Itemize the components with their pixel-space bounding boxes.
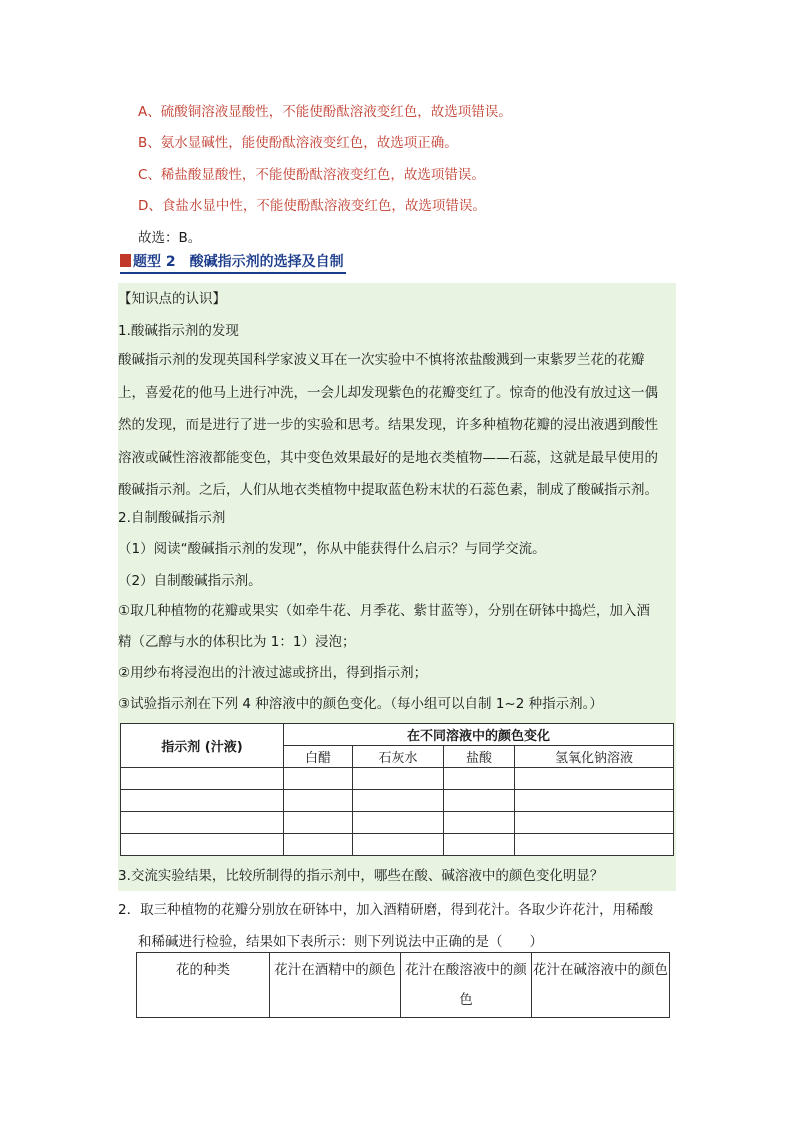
section1-title: 1.酸碱指示剂的发现 [118, 323, 239, 339]
table-header: 花汁在酸溶液中的颜色 [401, 953, 532, 1018]
option-a: A、硫酸铜溶液显酸性，不能使酚酞溶液变红色，故选项错误。 [138, 104, 512, 120]
table-header: 花汁在碱溶液中的颜色 [532, 953, 670, 1018]
section-heading [120, 252, 346, 274]
indicator-table [120, 723, 674, 856]
question-line: 2．取三种植物的花瓣分别放在研钵中，加入酒精研磨，得到花汁。各取少许花汁，用稀酸 [118, 902, 654, 918]
para-line: 酸碱指示剂的发现英国科学家波义耳在一次实验中不慎将浓盐酸溅到一束紫罗兰花的花瓣 [118, 352, 645, 368]
answer-line: 故选：B。 [138, 230, 202, 246]
table-header: 氢氧化钠溶液 [515, 746, 674, 768]
question-line: 和稀碱进行检验，结果如下表所示：则下列说法中正确的是（ ） [138, 934, 543, 950]
table-header: 石灰水 [353, 746, 444, 768]
option-d: D、食盐水显中性，不能使酚酞溶液变红色，故选项错误。 [138, 198, 486, 214]
question-2 [118, 894, 678, 958]
heading-text: 题型 2 酸碱指示剂的选择及自制 [133, 254, 344, 270]
table-header: 花汁在酒精中的颜色 [270, 953, 401, 1018]
table-row [121, 812, 674, 834]
option-b: B、氨水显碱性，能使酚酞溶液变红色，故选项正确。 [138, 135, 458, 151]
step1-line2: 精（乙醇与水的体积比为 1：1）浸泡； [118, 634, 356, 650]
section2-q1: （1）阅读“酸碱指示剂的发现”，你从中能获得什么启示？与同学交流。 [118, 541, 546, 557]
step3: ③试验指示剂在下列 4 种溶液中的颜色变化。（每小组可以自制 1~2 种指示剂。） [118, 696, 603, 712]
table-row [121, 790, 674, 812]
section3: 3.交流实验结果，比较所制得的指示剂中，哪些在酸、碱溶液中的颜色变化明显？ [118, 868, 604, 884]
table-header: 白醋 [284, 746, 353, 768]
section2-title: 2.自制酸碱指示剂 [118, 510, 226, 526]
step1-line1: ①取几种植物的花瓣或果实（如牵牛花、月季花、紫甘蓝等），分别在研钵中捣烂，加入酒 [118, 603, 650, 619]
knowledge-title: 【知识点的认识】 [118, 291, 226, 307]
section1-paragraph [118, 344, 676, 507]
table-header: 指示剂 (汁液) [121, 724, 284, 768]
table-header: 花的种类 [137, 953, 270, 1018]
section2-q2: （2）自制酸碱指示剂。 [118, 573, 262, 589]
red-square-icon [120, 254, 131, 267]
table-header: 盐酸 [444, 746, 515, 768]
table-row [121, 834, 674, 856]
para-line: 然的发现，而是进行了进一步的实验和思考。结果发现，许多种植物花瓣的浸出液遇到酸性 [118, 417, 658, 433]
flower-table [136, 952, 670, 1018]
table-row [121, 768, 674, 790]
para-line: 酸碱指示剂。之后，人们从地衣类植物中提取蓝色粉末状的石蕊色素，制成了酸碱指示剂。 [118, 482, 658, 498]
table-header-group: 在不同溶液中的颜色变化 [284, 724, 674, 746]
para-line: 溶液或碱性溶液都能变色，其中变色效果最好的是地衣类植物——石蕊，这就是最早使用的 [118, 449, 658, 466]
step2: ②用纱布将浸泡出的汁液过滤或挤出，得到指示剂； [118, 665, 428, 681]
para-line: 上，喜爱花的他马上进行冲洗，一会儿却发现紫色的花瓣变红了。惊奇的他没有放过这一偶 [118, 384, 658, 401]
option-c: C、稀盐酸显酸性，不能使酚酞溶液变红色，故选项错误。 [138, 167, 485, 183]
